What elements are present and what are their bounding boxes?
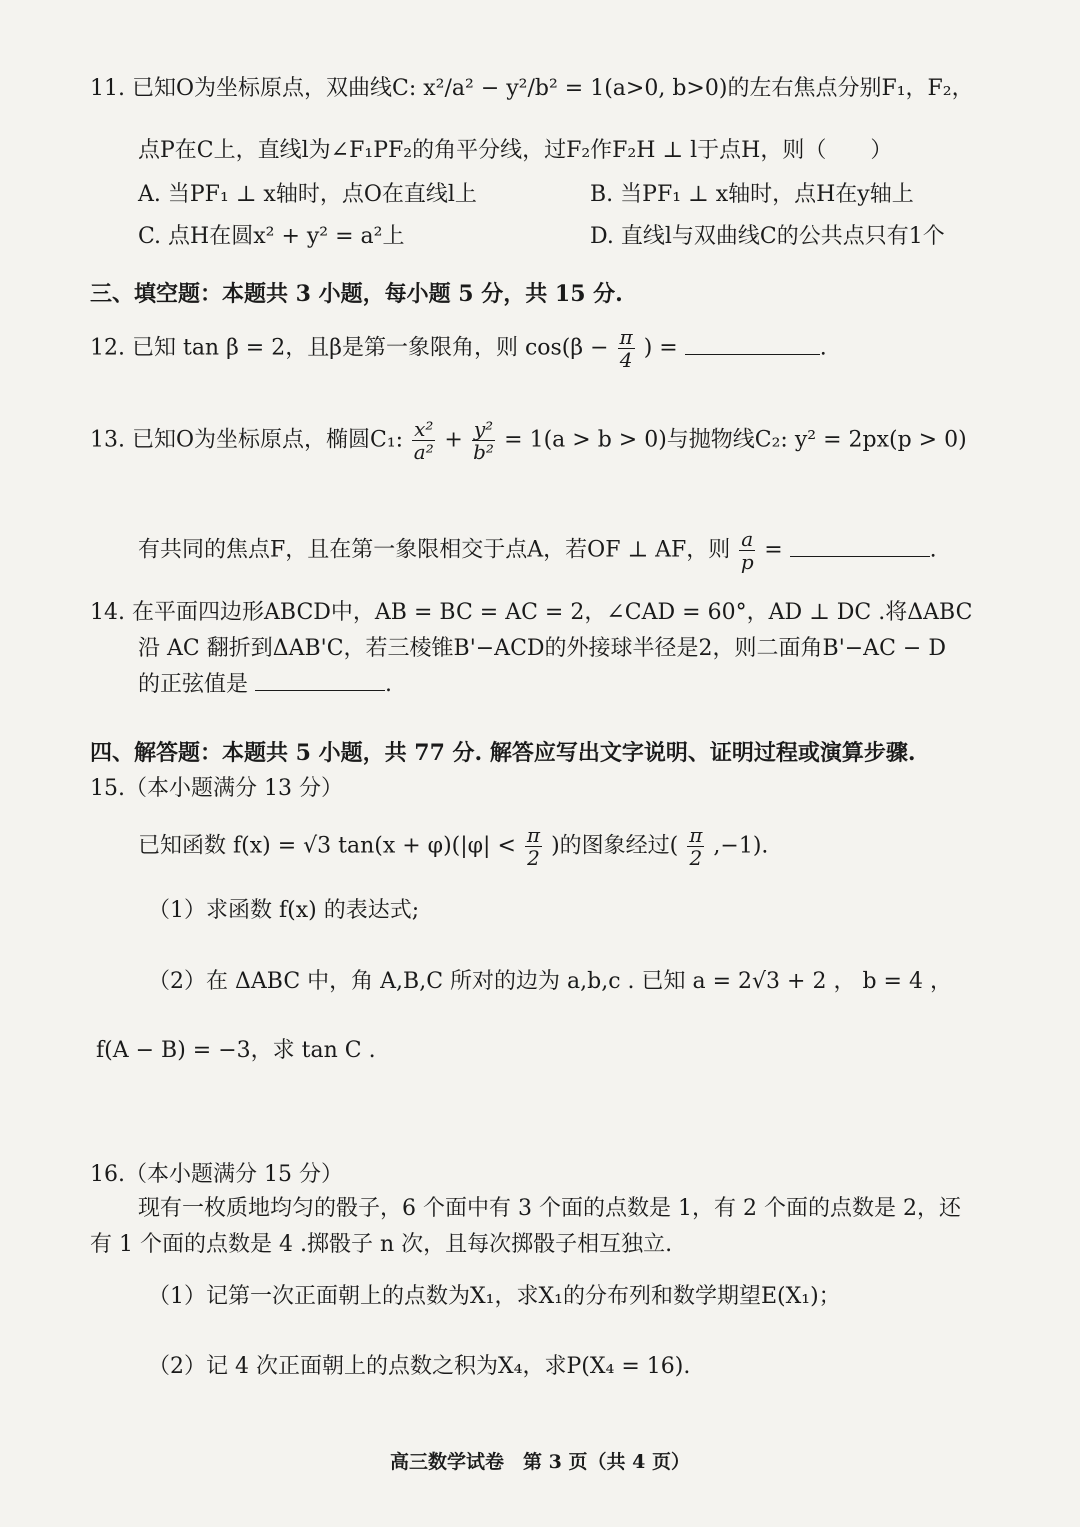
q13-post: = 1(a > b > 0)与抛物线C₂: y² = 2px(p > 0) <box>504 427 967 453</box>
q13-ap-num: a <box>741 527 754 551</box>
q15-title: 15.（本小题满分 13 分） <box>90 776 343 801</box>
q13-f1-den: a² <box>413 440 434 464</box>
q14-end: . <box>385 672 393 697</box>
q13-ap-den: p <box>740 550 754 574</box>
q13-f2-num: y² <box>473 417 494 441</box>
q14-answer-blank <box>255 690 385 691</box>
q12-frac-num: π <box>619 325 633 349</box>
q11-option-b: B. 当PF₁ ⊥ x轴时，点H在y轴上 <box>590 182 914 207</box>
q13-f2-den: b² <box>473 440 494 464</box>
q16-part1: （1）记第一次正面朝上的点数为X₁，求X₁的分布列和数学期望E(X₁)； <box>148 1284 841 1309</box>
section-3-heading: 三、填空题：本题共 3 小题，每小题 5 分，共 15 分. <box>90 281 623 307</box>
q11-line1: 11. 已知O为坐标原点，双曲线C: x²/a² − y²/b² = 1(a>0, b>0)的左右焦点分别F₁，F₂， <box>90 76 974 101</box>
q15-part1: （1）求函数 f(x) 的表达式; <box>148 898 420 923</box>
section-4-heading: 四、解答题：本题共 5 小题，共 77 分. 解答应写出文字说明、证明过程或演算步骤. <box>90 740 916 766</box>
q13-line1 <box>90 418 967 463</box>
q13-answer-blank <box>790 556 930 557</box>
q11-option-d: D. 直线l与双曲线C的公共点只有1个 <box>590 224 945 249</box>
q13-fraction-ap <box>739 528 755 573</box>
q15-f2-den: 2 <box>689 846 703 870</box>
q15-f2-num: π <box>689 823 703 847</box>
q12-end: . <box>819 335 827 361</box>
q15-part2: （2）在 ΔABC 中，角 A,B,C 所对的边为 a,b,c . 已知 a = 2√3 + 2 ， b = 4 ， <box>148 969 952 994</box>
q12-pre: 12. 已知 tan β = 2，且β是第一象限角，则 cos(β − <box>90 335 609 361</box>
q13-l2-pre: 有共同的焦点F，且在第一象限相交于点A，若OF ⊥ AF，则 <box>138 537 731 563</box>
q14-line2: 沿 AC 翻折到ΔAB'C，若三棱锥B'−ACD的外接球半径是2，则二面角B'−AC − D <box>138 636 946 661</box>
q15-f1-den: 2 <box>527 846 540 870</box>
q12-answer-blank <box>685 354 820 355</box>
q16-title: 16.（本小题满分 15 分） <box>90 1162 343 1187</box>
q11-option-c: C. 点H在圆x² + y² = a²上 <box>138 224 405 249</box>
q11-option-a: A. 当PF₁ ⊥ x轴时，点O在直线l上 <box>138 182 477 207</box>
q15-fraction-2 <box>687 824 704 869</box>
q16-part2: （2）记 4 次正面朝上的点数之积为X₄，求P(X₄ = 16). <box>148 1354 691 1379</box>
q12-post: ) = <box>643 335 678 361</box>
q13-fraction-x <box>412 418 435 463</box>
q14-l3-text: 的正弦值是 <box>138 672 249 697</box>
q14-line3 <box>138 670 392 700</box>
q15-pre: 已知函数 f(x) = √3 tan(x + φ)(|φ| < <box>138 833 516 859</box>
q12 <box>90 326 827 371</box>
q15-f1-num: π <box>526 823 541 847</box>
q12-fraction <box>618 326 635 371</box>
q15-statement <box>138 824 768 869</box>
q13-pre: 13. 已知O为坐标原点，椭圆C₁: <box>90 427 404 453</box>
q15-post: ,−1). <box>713 833 769 859</box>
q13-end: . <box>929 537 937 563</box>
q16-line1: 现有一枚质地均匀的骰子，6 个面中有 3 个面的点数是 1，有 2 个面的点数是 2，还 <box>138 1196 961 1221</box>
q13-f1-num: x² <box>414 417 434 441</box>
q14-line1: 14. 在平面四边形ABCD中，AB = BC = AC = 2，∠CAD = 60°，AD ⊥ DC .将ΔABC <box>90 600 973 625</box>
q13-plus: + <box>444 427 463 453</box>
q13-l2-post: = <box>764 537 783 563</box>
q11-line2: 点P在C上，直线l为∠F₁PF₂的角平分线，过F₂作F₂H ⊥ l于点H，则（ ） <box>138 138 893 163</box>
q12-frac-den: 4 <box>619 348 633 372</box>
page-footer: 高三数学试卷 第 3 页（共 4 页） <box>390 1451 690 1473</box>
q13-fraction-y <box>472 418 495 463</box>
q16-line2: 有 1 个面的点数是 4 .掷骰子 n 次，且每次掷骰子相互独立. <box>90 1232 673 1257</box>
q15-part2-cont: f(A − B) = −3，求 tan C . <box>96 1038 376 1063</box>
q15-fraction-1 <box>525 824 542 869</box>
q15-mid: )的图象经过( <box>551 833 679 859</box>
q13-line2 <box>138 528 937 573</box>
